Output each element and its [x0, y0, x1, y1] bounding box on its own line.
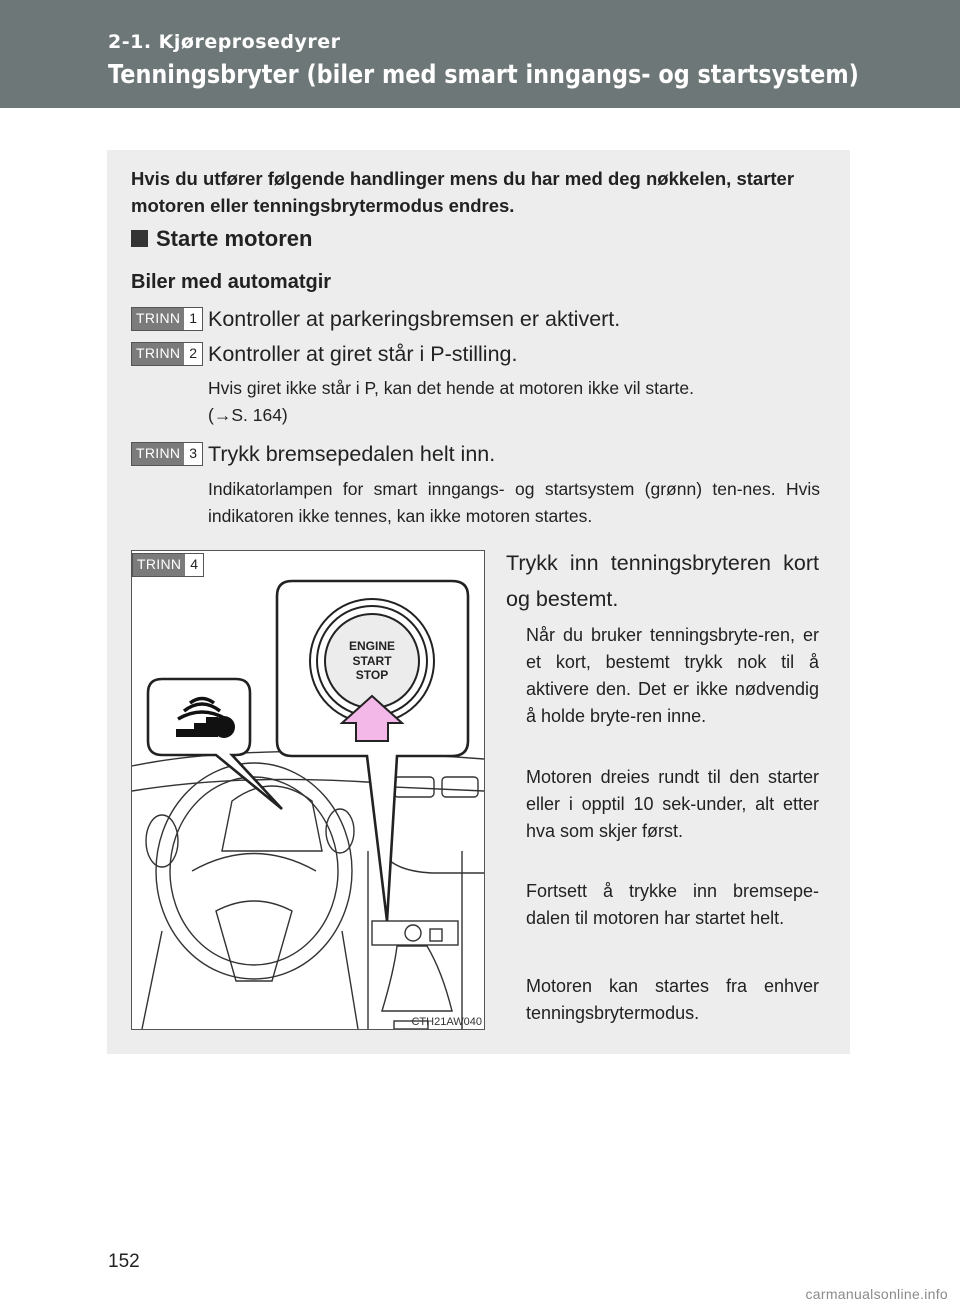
- step-badge-1: [131, 307, 203, 331]
- subheading-label: Starte motoren: [156, 226, 313, 251]
- step-badge-number: 4: [185, 554, 203, 576]
- square-bullet-icon: [131, 230, 148, 247]
- dashboard-drawing: [132, 551, 484, 1029]
- step-3-note: Indikatorlampen for smart inngangs- og startsystem (grønn) ten-nes. Hvis indikatoren ikke tennes, kan ikke motoren startes.: [208, 479, 820, 526]
- step-1-text: Kontroller at parkeringsbremsen er aktivert.: [208, 307, 621, 331]
- header-bar: [0, 0, 960, 108]
- step-4-note-4: Motoren kan startes fra enhver tenningsbrytermodus.: [526, 976, 819, 1023]
- step-3-text: Trykk bremsepedalen helt inn.: [208, 442, 496, 466]
- step-badge-word: TRINN: [132, 343, 184, 365]
- intro-text: Hvis du utfører følgende handlinger mens du har med deg nøkkelen, starter motoren eller tenningsbrytermodus endres.: [131, 168, 795, 216]
- step-2-note: [208, 375, 820, 429]
- page-reference-link[interactable]: (→S. 164): [208, 405, 288, 425]
- subsubheading: Biler med automatgir: [131, 271, 332, 293]
- step-2-text: Kontroller at giret står i P-stilling.: [208, 342, 518, 366]
- step-badge-word: TRINN: [132, 308, 184, 330]
- step-badge-word: TRINN: [133, 554, 185, 576]
- key-callout: [148, 679, 282, 809]
- step-badge-number: 2: [184, 343, 202, 365]
- watermark: carmanualsonline.info: [805, 1286, 948, 1302]
- subheading: [131, 226, 312, 252]
- step-badge-word: TRINN: [132, 443, 184, 465]
- figure-code: CTH21AW040: [411, 1016, 482, 1028]
- step-badge-number: 3: [184, 443, 202, 465]
- page-number: 152: [108, 1251, 140, 1272]
- button-text-stop: STOP: [355, 668, 389, 682]
- engine-start-illustration: [131, 550, 485, 1030]
- button-text-start: START: [352, 654, 392, 668]
- step-4-note-1: Når du bruker tenningsbryte-ren, er et kort, bestemt trykk nok til å aktivere den. Det er ikke nødvendig å holde bryte-ren inne.: [526, 625, 819, 726]
- step-2-note-line1: Hvis giret ikke står i P, kan det hende at motoren ikke vil starte.: [208, 378, 695, 398]
- section-label: 2-1. Kjøreprosedyrer: [108, 31, 341, 53]
- step-4-note-3: Fortsett å trykke inn bremsepe-dalen til motoren har startet helt.: [526, 881, 819, 928]
- page-title: Tenningsbryter (biler med smart inngangs- og startsystem): [108, 60, 859, 90]
- step-4-note-2: Motoren dreies rundt til den starter eller i opptil 10 sek-under, alt etter hva som skjer først.: [526, 767, 819, 841]
- step-badge-3: [131, 442, 203, 466]
- button-text-engine: ENGINE: [348, 639, 396, 653]
- step-4-text: Trykk inn tenningsbryteren kort og bestemt.: [506, 551, 819, 611]
- step-badge-number: 1: [184, 308, 202, 330]
- step-badge-2: [131, 342, 203, 366]
